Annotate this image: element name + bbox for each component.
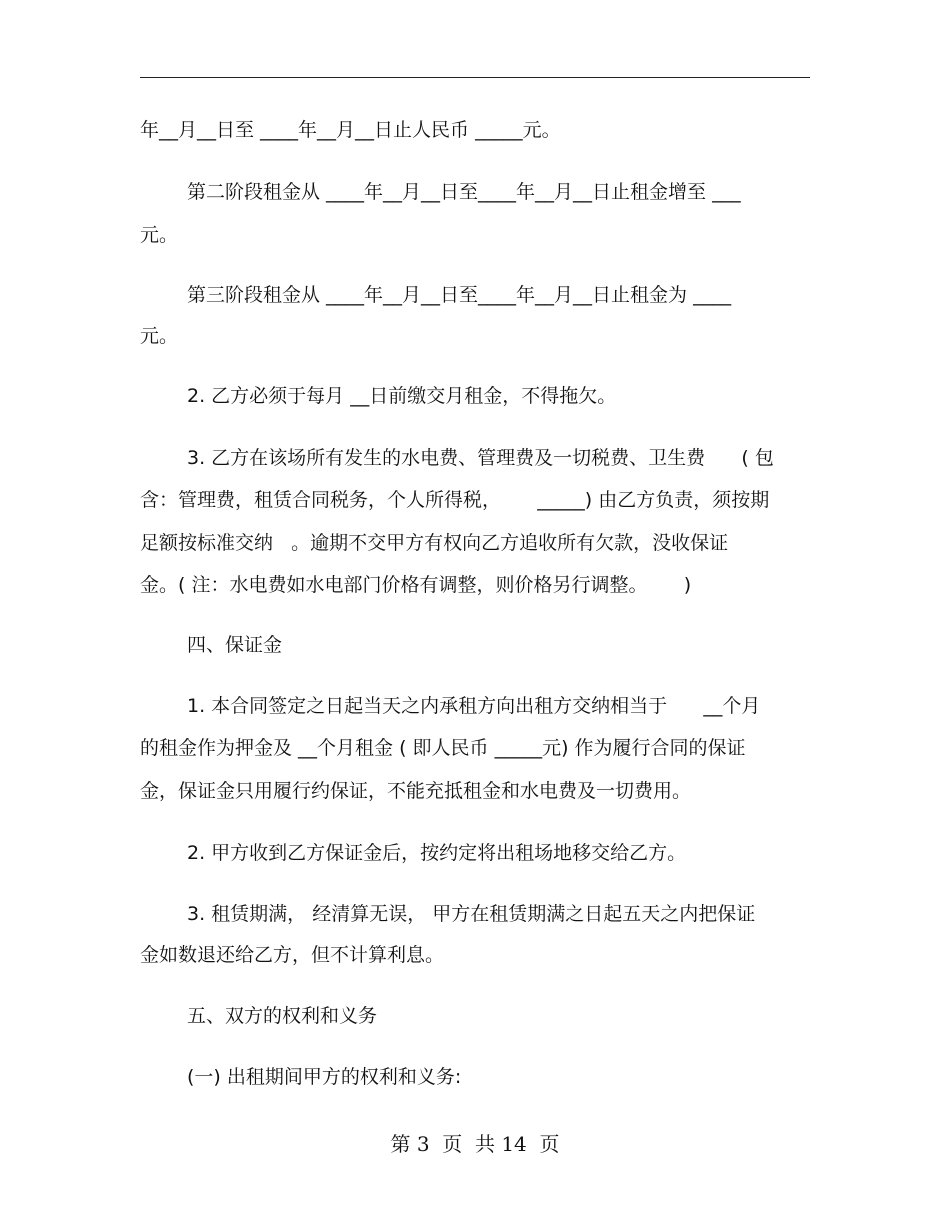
text-line: 金如数退还给乙方，但不计算利息。	[140, 944, 445, 966]
text-line: 元。	[140, 325, 179, 347]
text-line: 含：管理费，租赁合同税务，个人所得税， _____) 由乙方负责，须按期	[140, 489, 770, 511]
text-line: 3. 租赁期满， 经清算无误， 甲方在租赁期满之日起五天之内把保证	[187, 903, 756, 925]
text-line: 金，保证金只用履行约保证，不能充抵租金和水电费及一切费用。	[140, 780, 692, 802]
text-line: 第三阶段租金从 ____年__月__日至____年__月__日止租金为 ____	[187, 284, 732, 306]
text-line: 元。	[140, 224, 179, 246]
header-rule	[140, 77, 810, 78]
text-line: 的租金作为押金及 __个月租金 ( 即人民币 _____元) 作为履行合同的保证	[140, 737, 746, 759]
text-line: 第二阶段租金从 ____年__月__日至____年__月__日止租金增至 ___	[187, 181, 741, 203]
text-line: 金。( 注：水电费如水电部门价格有调整，则价格另行调整。 )	[140, 574, 692, 596]
text-line: 年__月__日至 ____年__月__日止人民币 _____元。	[140, 119, 561, 141]
section-heading: 五、双方的权利和义务	[187, 1005, 378, 1027]
subsection-heading: (一) 出租期间甲方的权利和义务:	[187, 1066, 462, 1088]
text-line: 3. 乙方在该场所有发生的水电费、管理费及一切税费、卫生费 ( 包	[187, 447, 774, 469]
text-line: 1. 本合同签定之日起当天之内承租方向出租方交纳相当于 __个月	[187, 695, 761, 717]
text-line: 足额按标准交纳 。逾期不交甲方有权向乙方追收所有欠款，没收保证	[140, 532, 729, 554]
text-line: 2. 乙方必须于每月 __日前缴交月租金，不得拖欠。	[187, 385, 617, 407]
section-heading: 四、保证金	[187, 634, 283, 656]
text-line: 2. 甲方收到乙方保证金后，按约定将出租场地移交给乙方。	[187, 842, 687, 864]
page-number-footer: 第 3 页 共 14 页	[390, 1132, 560, 1156]
